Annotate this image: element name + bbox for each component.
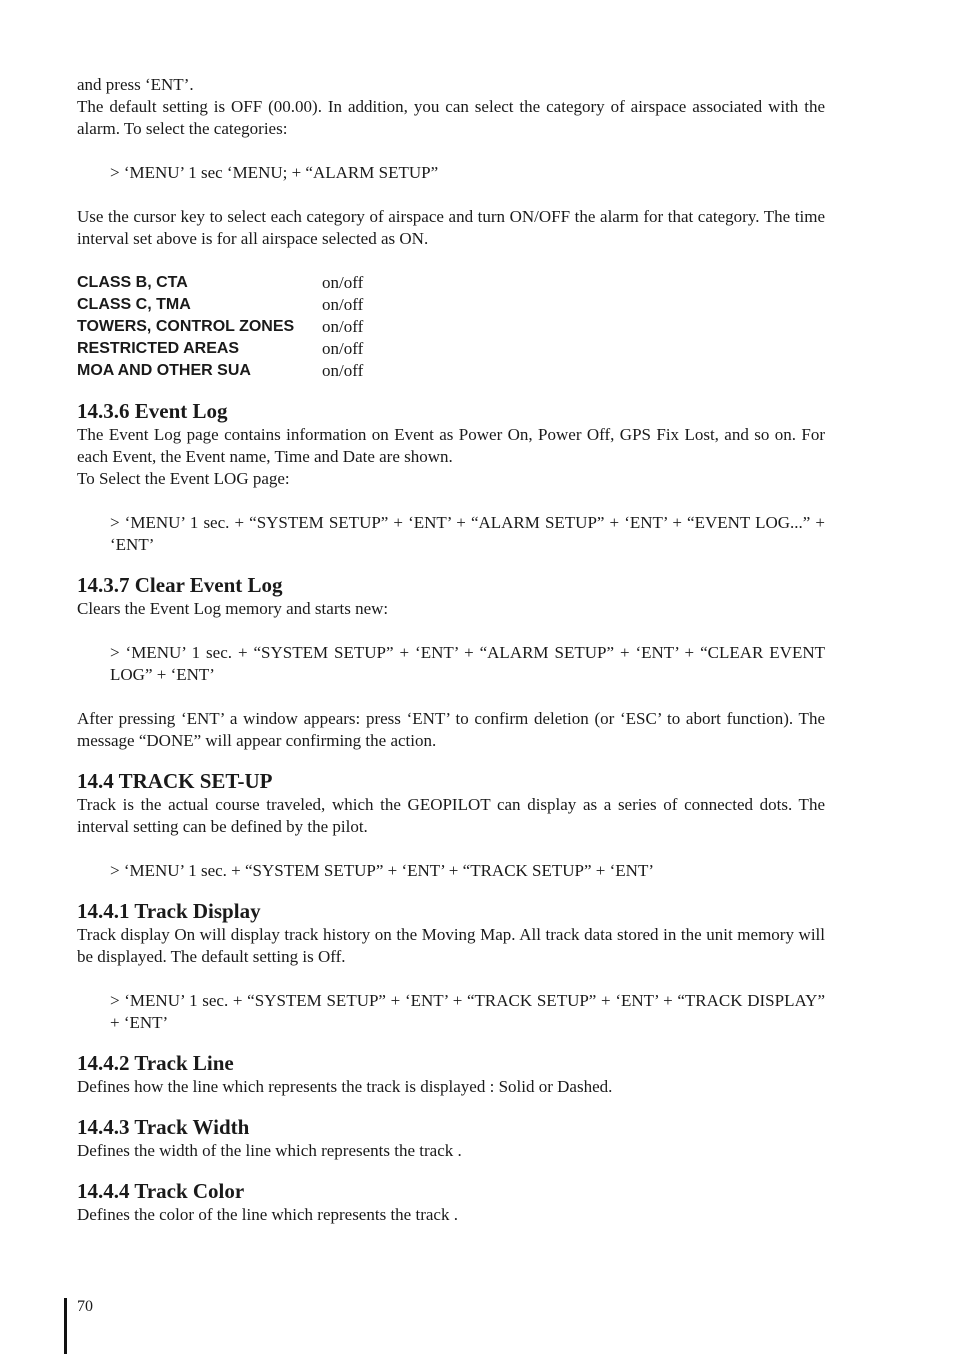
- command-track-display: > ‘MENU’ 1 sec. + “SYSTEM SETUP” + ‘ENT’ + “TRACK SETUP” + ‘ENT’ + “TRACK DISPLAY” + ‘ENT’: [110, 991, 825, 1032]
- command-clear-event-log: > ‘MENU’ 1 sec. + “SYSTEM SETUP” + ‘ENT’ + “ALARM SETUP” + ‘ENT’ + “CLEAR EVENT LOG” + ‘ENT’: [110, 643, 825, 684]
- category-name: RESTRICTED AREAS: [77, 340, 240, 357]
- track-color-paragraph: Defines the color of the line which represents the track .: [77, 1205, 458, 1224]
- heading-track-width: 14.4.3 Track Width: [77, 1115, 250, 1139]
- table-row: [77, 338, 363, 360]
- heading-track-color: 14.4.4 Track Color: [77, 1179, 245, 1203]
- category-value: on/off: [322, 361, 364, 380]
- intro-paragraph-2: Use the cursor key to select each category of airspace and turn ON/OFF the alarm for that category. The time interval set above is for all airspace selected as ON.: [77, 207, 825, 248]
- track-width-paragraph: Defines the width of the line which represents the track .: [77, 1141, 462, 1160]
- category-value: on/off: [322, 317, 364, 336]
- track-display-paragraph: Track display On will display track history on the Moving Map. All track data stored in the unit memory will be displayed. The default setting is Off.: [77, 925, 825, 966]
- heading-track-setup: 14.4 TRACK SET-UP: [77, 769, 273, 793]
- table-row: [77, 360, 363, 382]
- intro-line: and press ‘ENT’.: [77, 75, 194, 94]
- clear-event-log-paragraph: Clears the Event Log memory and starts new:: [77, 599, 389, 618]
- table-row: [77, 294, 363, 316]
- event-log-paragraph-2: To Select the Event LOG page:: [77, 469, 290, 488]
- airspace-category-table: [77, 272, 363, 382]
- command-alarm-setup: > ‘MENU’ 1 sec ‘MENU; + “ALARM SETUP”: [110, 163, 439, 182]
- category-value: on/off: [322, 273, 364, 292]
- page-content: [77, 74, 825, 1226]
- command-track-setup: > ‘MENU’ 1 sec. + “SYSTEM SETUP” + ‘ENT’ + “TRACK SETUP” + ‘ENT’: [110, 861, 655, 880]
- heading-event-log: 14.3.6 Event Log: [77, 399, 228, 423]
- command-event-log: > ‘MENU’ 1 sec. + “SYSTEM SETUP” + ‘ENT’ + “ALARM SETUP” + ‘ENT’ + “EVENT LOG...” + ‘ENT’: [110, 513, 825, 554]
- category-name: MOA AND OTHER SUA: [77, 362, 251, 379]
- heading-clear-event-log: 14.3.7 Clear Event Log: [77, 573, 283, 597]
- track-line-paragraph: Defines how the line which represents the track is displayed : Solid or Dashed.: [77, 1077, 613, 1096]
- table-row: [77, 272, 363, 294]
- page-number: 70: [77, 1298, 93, 1315]
- table-row: [77, 316, 363, 338]
- category-value: on/off: [322, 339, 364, 358]
- category-value: on/off: [322, 295, 364, 314]
- footer-divider: [64, 1298, 67, 1354]
- intro-paragraph: The default setting is OFF (00.00). In addition, you can select the category of airspace associated with the alarm. To select the categories:: [77, 97, 825, 138]
- category-name: CLASS B, CTA: [77, 274, 188, 291]
- clear-event-log-paragraph-2: After pressing ‘ENT’ a window appears: press ‘ENT’ to confirm deletion (or ‘ESC’ to abort function). The message “DONE” will appear confirming the action.: [77, 709, 825, 750]
- track-setup-paragraph: Track is the actual course traveled, which the GEOPILOT can display as a series of connected dots. The interval setting can be defined by the pilot.: [77, 795, 825, 836]
- heading-track-display: 14.4.1 Track Display: [77, 899, 261, 923]
- category-name: TOWERS, CONTROL ZONES: [77, 318, 295, 335]
- event-log-paragraph: The Event Log page contains information on Event as Power On, Power Off, GPS Fix Lost, and so on. For each Event, the Event name, Time and Date are shown.: [77, 425, 825, 466]
- category-name: CLASS C, TMA: [77, 296, 191, 313]
- heading-track-line: 14.4.2 Track Line: [77, 1051, 234, 1075]
